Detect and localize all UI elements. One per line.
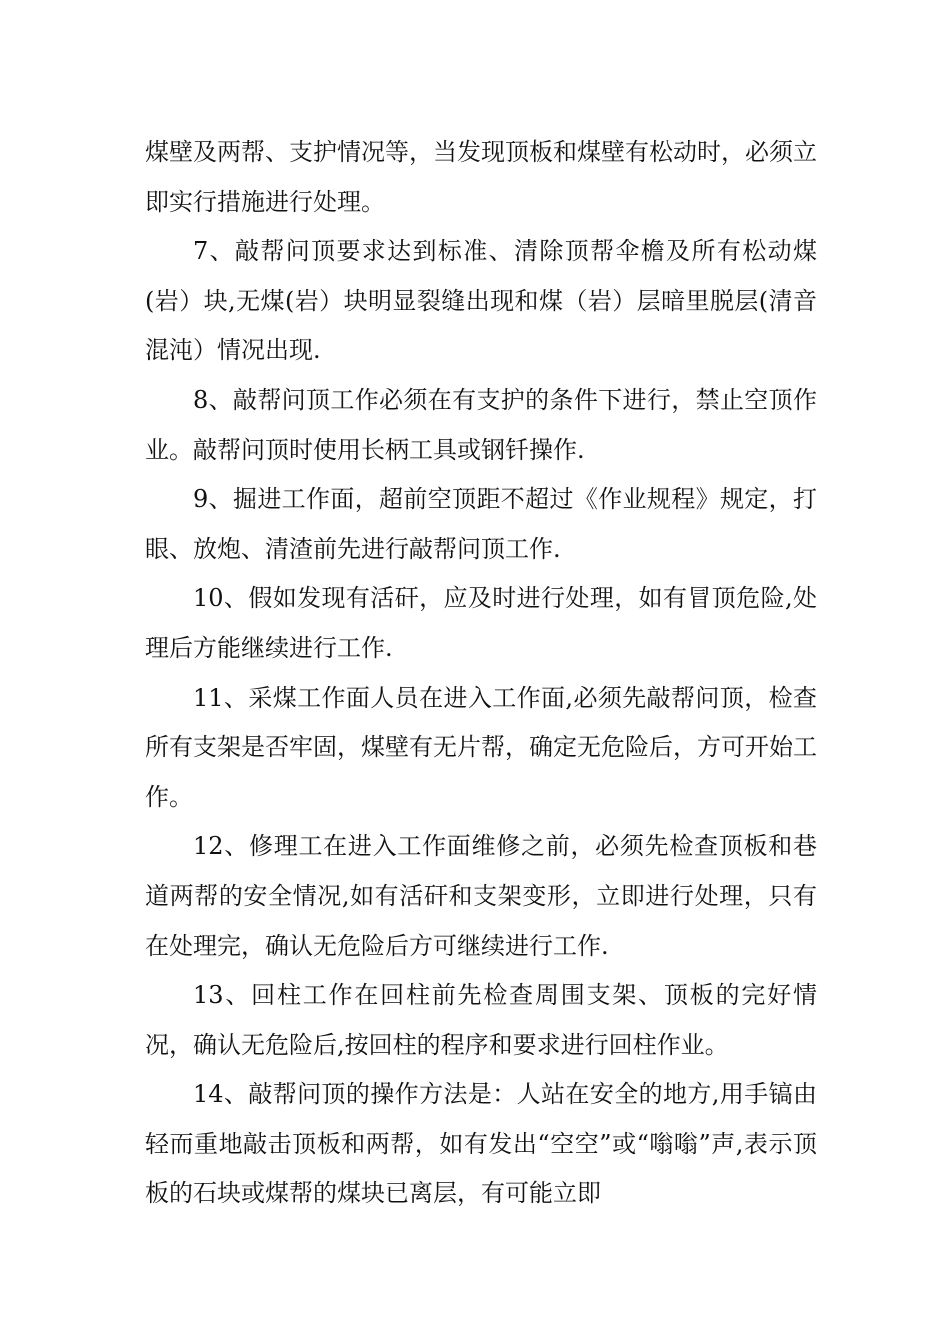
paragraph-item-9: 9、掘进工作面，超前空顶距不超过《作业规程》规定，打眼、放炮、清渣前先进行敲帮问顶工作. bbox=[145, 485, 817, 563]
paragraph-item-14: 14、敲帮问顶的操作方法是：人站在安全的地方,用手镐由轻而重地敲击顶板和两帮，如有发出“空空”或“嗡嗡”声,表示顶板的石块或煤帮的煤块已离层，有可能立即 bbox=[145, 1080, 817, 1208]
paragraph-item-13: 13、回柱工作在回柱前先检查周围支架、顶板的完好情况，确认无危险后,按回柱的程序和要求进行回柱作业。 bbox=[145, 981, 817, 1059]
paragraph-item-7: 7、敲帮问顶要求达到标准、清除顶帮伞檐及所有松动煤(岩）块,无煤(岩）块明显裂缝出现和煤（岩）层暗里脱层(清音混沌）情况出现. bbox=[145, 237, 817, 365]
paragraph-continuation: 煤壁及两帮、支护情况等，当发现顶板和煤壁有松动时，必须立即实行措施进行处理。 bbox=[145, 138, 817, 216]
paragraph-item-10: 10、假如发现有活矸，应及时进行处理，如有冒顶危险,处理后方能继续进行工作. bbox=[145, 584, 817, 662]
paragraph-item-11: 11、采煤工作面人员在进入工作面,必须先敲帮问顶，检查所有支架是否牢固，煤壁有无片帮，确定无危险后，方可开始工作。 bbox=[145, 683, 817, 811]
paragraph-item-12: 12、修理工在进入工作面维修之前，必须先检查顶板和巷道两帮的安全情况,如有活矸和支架变形，立即进行处理，只有在处理完，确认无危险后方可继续进行工作. bbox=[145, 832, 817, 960]
paragraph-item-8: 8、敲帮问顶工作必须在有支护的条件下进行，禁止空顶作业。敲帮问顶时使用长柄工具或钢钎操作. bbox=[145, 385, 817, 464]
document-body bbox=[145, 128, 817, 1219]
